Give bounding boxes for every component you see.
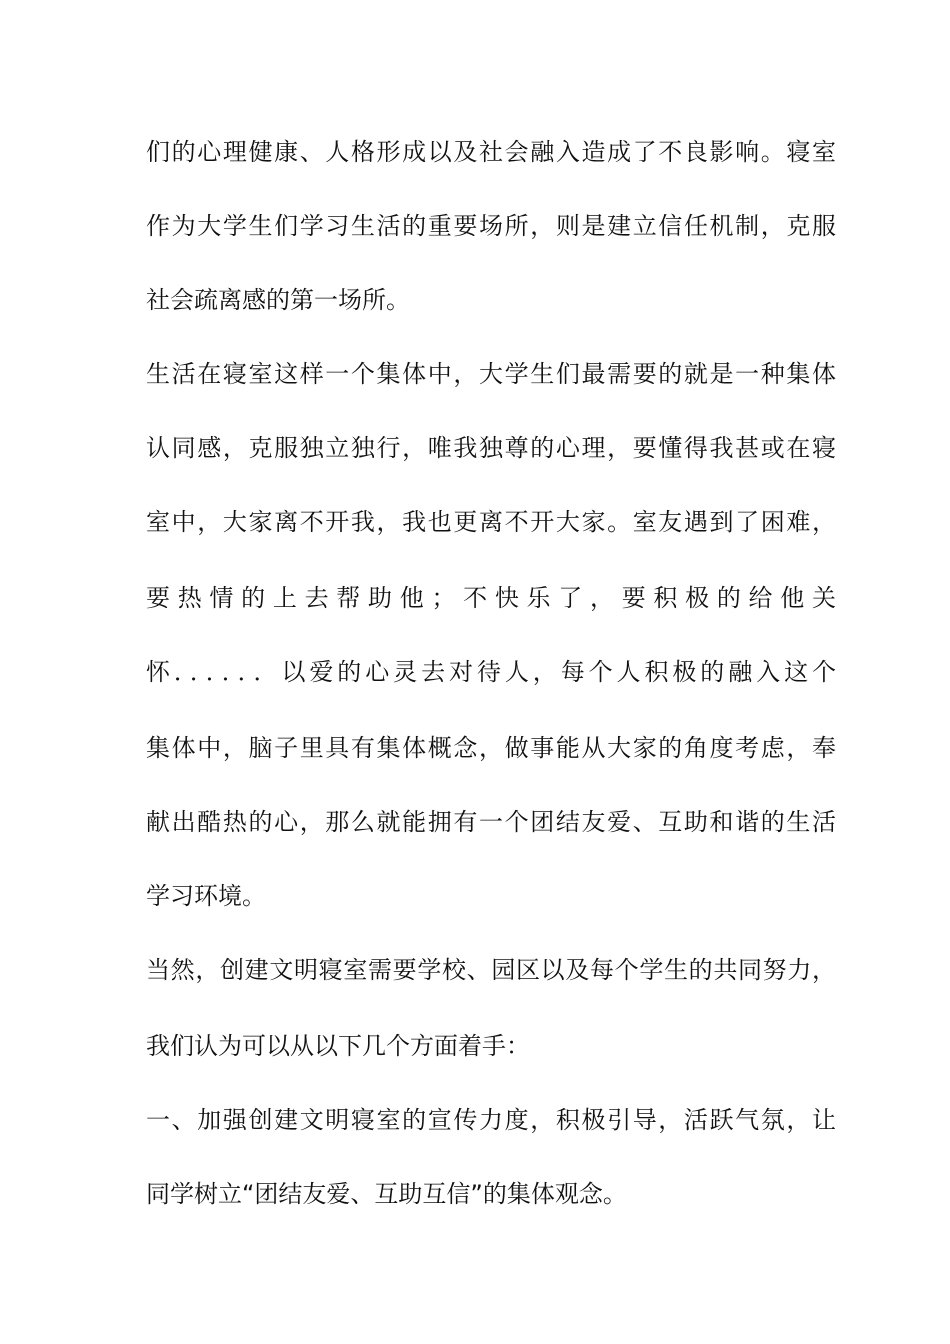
text-line: 学习环境。 xyxy=(146,882,266,910)
text-line: 同学树立“团结友爱、互助互信”的集体观念。 xyxy=(146,1180,627,1208)
text-line: 们的心理健康、人格形成以及社会融入造成了不良影响。寝室 xyxy=(146,138,836,166)
text-line: 我们认为可以从以下几个方面着手： xyxy=(146,1032,530,1060)
text-line: 生活在寝室这样一个集体中，大学生们最需要的就是一种集体 xyxy=(146,360,836,388)
text-line: 作为大学生们学习生活的重要场所，则是建立信任机制，克服 xyxy=(146,212,836,240)
text-line: 社会疏离感的第一场所。 xyxy=(146,286,410,314)
text-line: 要 热 情 的 上 去 帮 助 他 ； 不 快 乐 了 ， 要 积 极 的 给 他 关 xyxy=(146,584,836,612)
text-line: 集体中，脑子里具有集体概念，做事能从大家的角度考虑，奉 xyxy=(146,734,836,762)
text-line: 室中，大家离不开我，我也更离不开大家。室友遇到了困难， xyxy=(146,508,836,536)
text-line: 怀．．．．．．以爱的心灵去对待人，每个人积极的融入这个 xyxy=(146,658,836,686)
text-line: 献出酷热的心，那么就能拥有一个团结友爱、互助和谐的生活 xyxy=(146,808,836,836)
text-line: 认同感，克服独立独行，唯我独尊的心理，要懂得我甚或在寝 xyxy=(146,434,836,462)
text-line: 当然，创建文明寝室需要学校、园区以及每个学生的共同努力， xyxy=(146,956,836,984)
text-line: 一、加强创建文明寝室的宣传力度，积极引导，活跃气氛，让 xyxy=(146,1106,836,1134)
